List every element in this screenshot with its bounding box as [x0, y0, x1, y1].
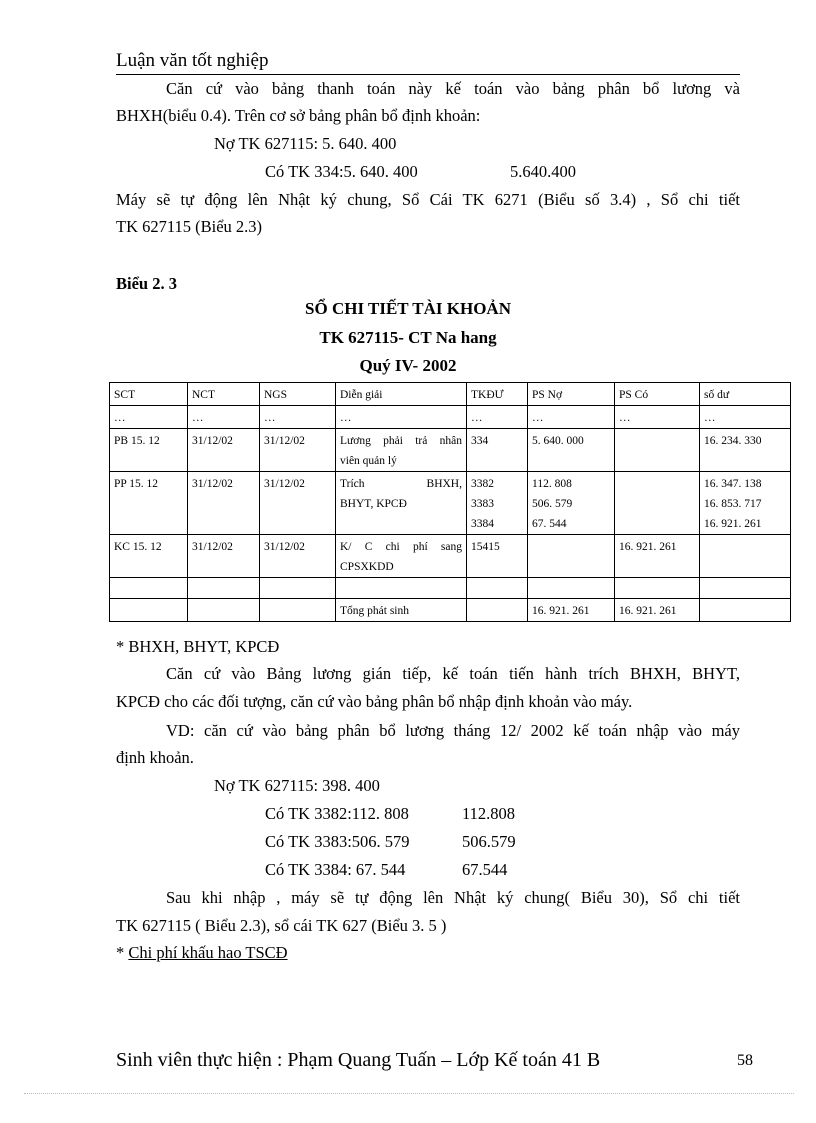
cell-description [336, 429, 467, 472]
para5-line1: Sau khi nhập , máy sẽ tự động lên Nhật ký chung( Biểu 30), Sổ chi tiết [166, 888, 740, 907]
cell-debit [528, 535, 615, 578]
para2-line1: Máy sẽ tự động lên Nhật ký chung, Sổ Cái TK 6271 (Biểu số 3.4) , Sổ chi tiết [116, 190, 740, 209]
header-cell: NGS [260, 383, 336, 406]
entry2-credit-3-amount: 67.544 [462, 860, 508, 879]
cell-account [467, 472, 528, 535]
description-line: K/ C chi phí sang [340, 541, 462, 553]
cell-ngs: 31/12/02 [260, 535, 336, 578]
description-line: Trích BHXH, [340, 478, 462, 490]
section-label: Biểu 2. 3 [116, 274, 177, 293]
account-value: 3384 [471, 518, 494, 530]
cell-ngs: 31/12/02 [260, 472, 336, 535]
cell-description [336, 472, 467, 535]
bullet-marker: * [116, 943, 129, 962]
para3-line2: KPCĐ cho các đối tượng, căn cứ vào bảng phân bổ nhập định khoản vào máy. [116, 692, 633, 711]
account-value: 15415 [471, 541, 500, 553]
ledger-title: SỔ CHI TIẾT TÀI KHOẢN [305, 299, 511, 318]
total-label: Tổng phát sinh [336, 599, 467, 622]
cell-debit [528, 429, 615, 472]
entry1-credit: Có TK 334:5. 640. 400 [265, 162, 418, 181]
entry1-credit-amount: 5.640.400 [510, 162, 576, 181]
footer-author: Sinh viên thực hiện : Phạm Quang Tuấn – Lớp Kế toán 41 B [116, 1049, 601, 1071]
cell-sct: PP 15. 12 [110, 472, 188, 535]
account-value: 334 [471, 435, 489, 447]
page-number: 58 [737, 1052, 753, 1069]
running-header: Luận văn tốt nghiệp [116, 50, 269, 71]
ellipsis-cell: … [110, 406, 188, 429]
account-value: 3382 [471, 478, 494, 490]
table-row [110, 429, 791, 472]
entry2-debit: Nợ TK 627115: 398. 400 [214, 776, 380, 795]
bhxh-heading: * BHXH, BHYT, KPCĐ [116, 637, 280, 656]
depreciation-heading-text: Chi phí khấu hao TSCĐ [128, 943, 288, 962]
header-cell: SCT [110, 383, 188, 406]
description-line: CPSXKDD [340, 561, 394, 573]
ellipsis-cell: … [336, 406, 467, 429]
cell-nct: 31/12/02 [188, 429, 260, 472]
balance-value: 16. 921. 261 [704, 518, 762, 530]
ellipsis-cell: … [467, 406, 528, 429]
cell-ngs: 31/12/02 [260, 429, 336, 472]
table-total-row [110, 599, 791, 622]
entry2-credit-3: Có TK 3384: 67. 544 [265, 860, 406, 879]
entry1-debit: Nợ TK 627115: 5. 640. 400 [214, 134, 397, 153]
cell-balance [700, 535, 791, 578]
header-cell: PS Có [615, 383, 700, 406]
header-cell: TKĐƯ [467, 383, 528, 406]
entry2-credit-2-amount: 506.579 [462, 832, 516, 851]
cell-account [467, 535, 528, 578]
para1-line2: BHXH(biểu 0.4). Trên cơ sở bảng phân bổ định khoản: [116, 106, 481, 125]
table-row [110, 535, 791, 578]
ellipsis-cell: … [700, 406, 791, 429]
para2-line2: TK 627115 (Biểu 2.3) [116, 217, 263, 236]
header-cell: số dư [700, 383, 791, 406]
credit-value: 16. 921. 261 [619, 541, 677, 553]
depreciation-heading [116, 939, 288, 966]
account-value: 3383 [471, 498, 494, 510]
entry2-credit-1: Có TK 3382:112. 808 [265, 804, 409, 823]
para4-line1: VD: căn cứ vào bảng phân bổ lương tháng 12/ 2002 kế toán nhập vào máy [166, 721, 740, 740]
debit-value: 506. 579 [532, 498, 573, 510]
cell-debit [528, 472, 615, 535]
cell-nct: 31/12/02 [188, 535, 260, 578]
total-debit: 16. 921. 261 [528, 599, 615, 622]
header-cell: NCT [188, 383, 260, 406]
balance-value: 16. 853. 717 [704, 498, 762, 510]
debit-value: 67. 544 [532, 518, 567, 530]
cell-balance [700, 472, 791, 535]
description-line: viên quản lý [340, 455, 397, 467]
ellipsis-cell: … [188, 406, 260, 429]
entry2-credit-2: Có TK 3383:506. 579 [265, 832, 410, 851]
balance-value: 16. 347. 138 [704, 478, 762, 490]
para4-line2: định khoản. [116, 748, 194, 767]
balance-value: 16. 234. 330 [704, 435, 762, 447]
table-row [110, 472, 791, 535]
ledger-subtitle: TK 627115- CT Na hang [319, 328, 497, 347]
cell-description [336, 535, 467, 578]
ellipsis-cell: … [528, 406, 615, 429]
table-row-empty [110, 578, 791, 599]
debit-value: 112. 808 [532, 478, 572, 490]
page-bottom-dotted-rule [24, 1093, 794, 1094]
table-row-ellipsis [110, 406, 791, 429]
para5-line2: TK 627115 ( Biểu 2.3), sổ cái TK 627 (Biểu 3. 5 ) [116, 916, 447, 935]
description-line: Lương phải trả nhân [340, 435, 462, 447]
table-header-row [110, 383, 791, 406]
cell-sct: PB 15. 12 [110, 429, 188, 472]
header-cell: Diễn giải [336, 383, 467, 406]
cell-credit [615, 535, 700, 578]
ledger-period: Quý IV- 2002 [359, 356, 457, 375]
ledger-table [109, 382, 791, 622]
cell-balance [700, 429, 791, 472]
cell-account [467, 429, 528, 472]
debit-value: 5. 640. 000 [532, 435, 584, 447]
cell-credit [615, 472, 700, 535]
description-line: BHYT, KPCĐ [340, 498, 407, 510]
header-cell: PS Nợ [528, 383, 615, 406]
cell-credit [615, 429, 700, 472]
total-credit: 16. 921. 261 [615, 599, 700, 622]
para3-line1: Căn cứ vào Bảng lương gián tiếp, kế toán tiến hành trích BHXH, BHYT, [166, 664, 740, 683]
cell-sct: KC 15. 12 [110, 535, 188, 578]
ellipsis-cell: … [615, 406, 700, 429]
ellipsis-cell: … [260, 406, 336, 429]
entry2-credit-1-amount: 112.808 [462, 804, 516, 823]
cell-nct: 31/12/02 [188, 472, 260, 535]
para1-line1: Căn cứ vào bảng thanh toán này kế toán vào bảng phân bổ lương và [166, 79, 740, 98]
